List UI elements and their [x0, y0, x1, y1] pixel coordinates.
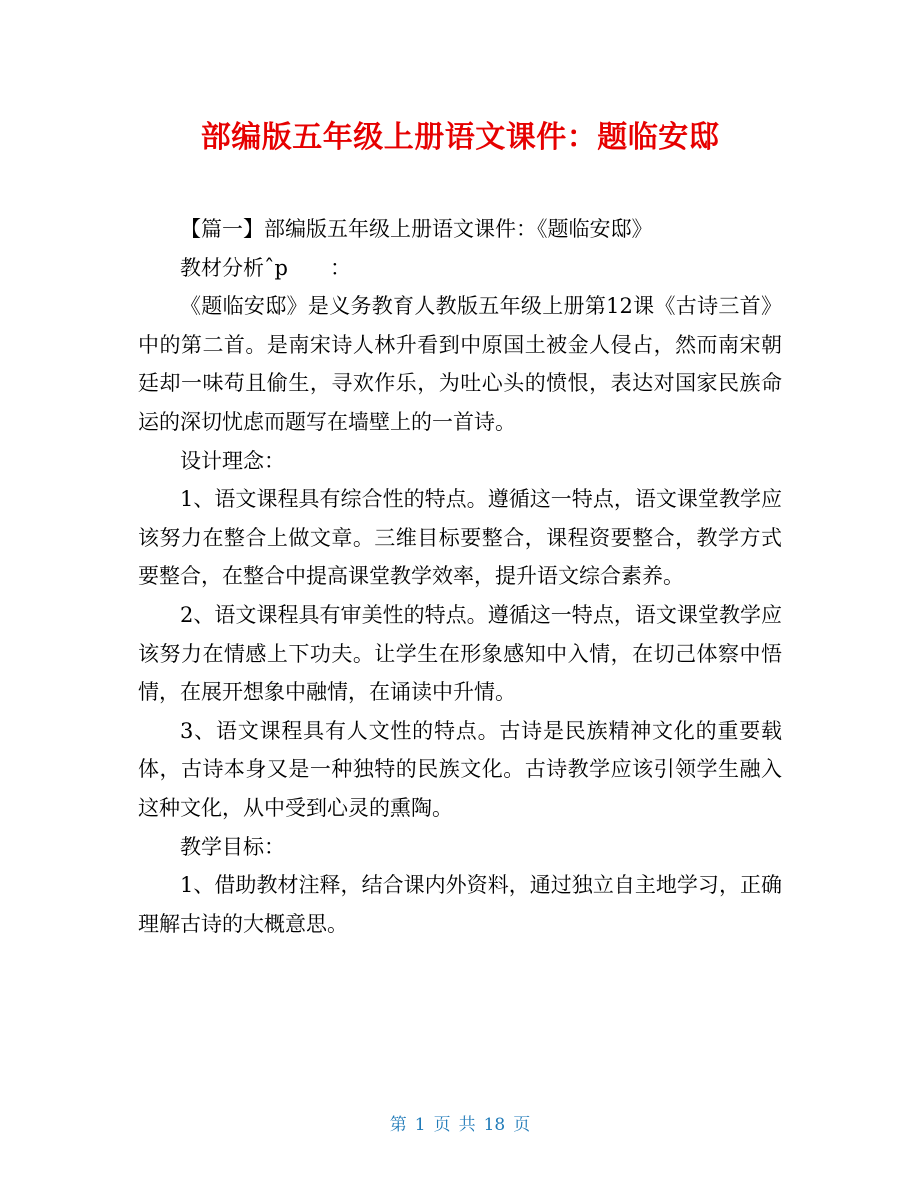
paragraph-concept-3: 3、语文课程具有人文性的特点。古诗是民族精神文化的重要载体，古诗本身又是一种独特的民族文化。古诗教学应该引领学生融入这种文化，从中受到心灵的熏陶。 [138, 718, 782, 820]
footer-current-page: 1 [414, 1115, 426, 1135]
paragraph-goal-1: 1、借助教材注释，结合课内外资料，通过独立自主地学习，正确理解古诗的大概意思。 [138, 873, 782, 936]
document-body [138, 210, 782, 943]
footer-page-label: 页 [433, 1115, 451, 1135]
paragraph-material-analysis: 《题临安邸》是义务教育人教版五年级上册第12课《古诗三首》中的第二首。是南宋诗人林升看到中原国土被金人侵占，然而南宋朝廷却一味苟且偷生，寻欢作乐，为吐心头的愤恨，表达对国家民族命运的深切忧虑而题写在墙壁上的一首诗。 [138, 294, 782, 434]
paragraph-teaching-goals-label: 教学目标： [180, 834, 285, 859]
paragraph-material-analysis-label: 教材分析ˆp ： [180, 255, 351, 280]
page-title: 部编版五年级上册语文课件：题临安邸 [200, 120, 720, 155]
paragraph-design-concept-label: 设计理念： [180, 448, 285, 473]
page-footer [0, 1113, 920, 1137]
footer-total-pages: 18 [483, 1115, 506, 1135]
paragraph-concept-1: 1、语文课程具有综合性的特点。遵循这一特点，语文课堂教学应该努力在整合上做文章。三维目标要整合，课程资要整合，教学方式要整合，在整合中提高课堂教学效率，提升语文综合素养。 [138, 487, 782, 589]
footer-total-label: 共 [458, 1115, 476, 1135]
footer-prefix: 第 [389, 1115, 407, 1135]
paragraph-concept-2: 2、语文课程具有审美性的特点。遵循这一特点，语文课堂教学应该努力在情感上下功夫。让学生在形象感知中入情，在切己体察中悟情，在展开想象中融情，在诵读中升情。 [138, 602, 782, 705]
footer-suffix: 页 [513, 1115, 531, 1135]
paragraph-heading-section: 【篇一】部编版五年级上册语文课件：《题临安邸》 [180, 217, 653, 241]
